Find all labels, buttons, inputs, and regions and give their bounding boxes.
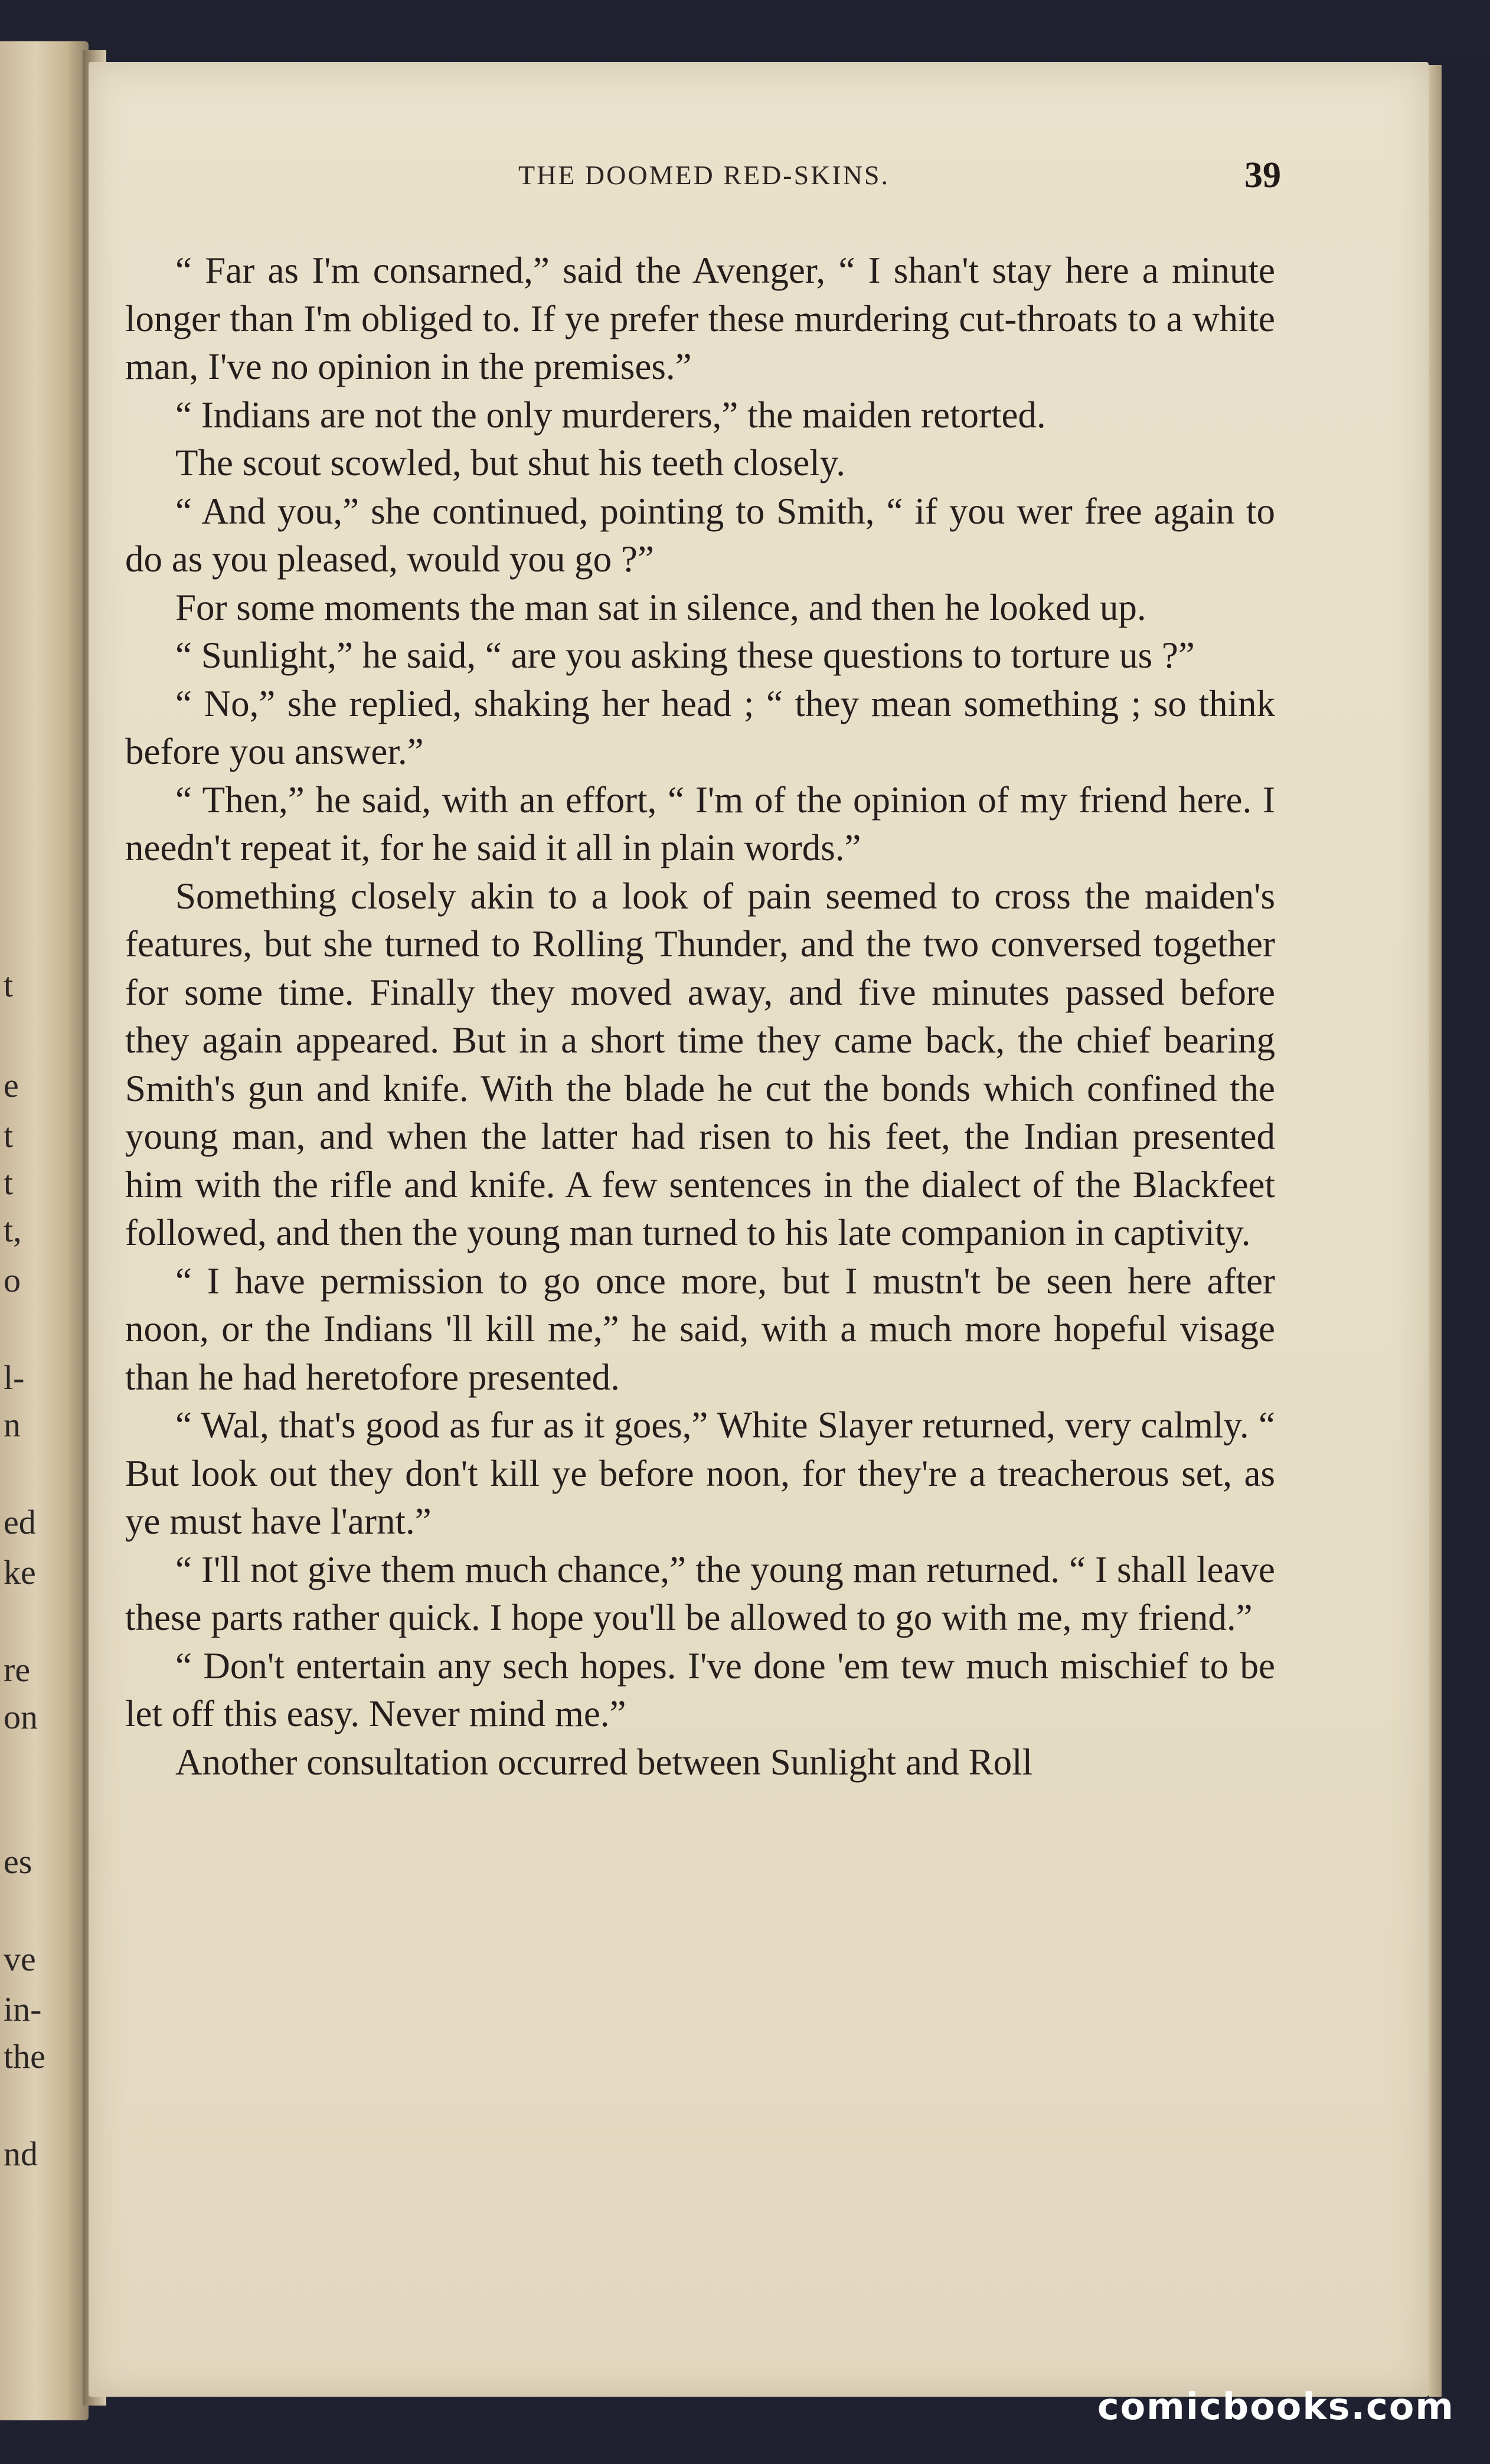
left-fragment: on [4, 1698, 38, 1736]
paragraph: “ I have permission to go once more, but I mustn't be seen here after noon, or the Indians 'll kill me,” he said, with a much more hopeful visage than he had heretofore presented. [125, 1260, 1275, 1398]
running-head: THE DOOMED RED-SKINS. [518, 160, 890, 190]
left-fragment: t, [4, 1211, 22, 1249]
left-fragment: ve [4, 1940, 36, 1978]
left-fragment: nd [4, 2135, 38, 2173]
paragraph: “ I'll not give them much chance,” the young man returned. “ I shall leave these parts rather quick. I hope you'll be allowed to go with me, my friend.” [125, 1548, 1275, 1638]
left-fragment: t [4, 1116, 14, 1155]
left-fragment: t [4, 966, 14, 1004]
left-fragment: ke [4, 1553, 36, 1592]
left-fragment: o [4, 1261, 21, 1299]
left-fragment: the [4, 2037, 45, 2076]
paragraph: For some moments the man sat in silence, and then he looked up. [175, 586, 1146, 628]
left-fragment: e [4, 1066, 19, 1104]
paragraph: Something closely akin to a look of pain seemed to cross the maiden's features, but she turned to Rolling Thunder, and the two conversed together for some time. Finally they moved away, and five minutes passed before they again appeared. But in a short time they came back, the chief bearing Smith's gun and knife. With the blade he cut the bonds which confined the young man, and when the latter had risen to his feet, the Indian presented him with the rifle and knife. A few sentences in the dialect of the Blackfeet followed, and then the young man turned to his late companion in captivity. [125, 875, 1275, 1253]
paragraph: “ And you,” she continued, pointing to Smith, “ if you wer free again to do as you pleased, would you go ?” [125, 490, 1275, 580]
scan-background-top [0, 0, 1490, 56]
page-right-edge [1429, 65, 1442, 2397]
left-fragment: n [4, 1406, 21, 1444]
left-fragment: in- [4, 1990, 42, 2028]
left-page-edge [0, 41, 89, 2420]
paragraph: “ Don't entertain any sech hopes. I've done 'em tew much mischief to be let off this easy. Never mind me.” [125, 1645, 1275, 1734]
left-fragment: l- [4, 1358, 25, 1397]
paragraph: “ Then,” he said, with an effort, “ I'm of the opinion of my friend here. I needn't repeat it, for he said it all in plain words.” [125, 779, 1275, 868]
page-header [127, 155, 1281, 201]
page-body-text [125, 247, 1275, 1786]
left-page-text-fragments [0, 41, 83, 2420]
left-fragment: re [4, 1651, 31, 1689]
page-number: 39 [1244, 155, 1281, 195]
paragraph: Another consultation occurred between Sunlight and Roll [175, 1741, 1033, 1783]
left-fragment: es [4, 1842, 32, 1881]
paragraph: “ Wal, that's good as fur as it goes,” White Slayer returned, very calmly. “ But look out they don't kill ye before noon, for they're a treacherous set, as ye must have l'arnt.” [125, 1404, 1275, 1542]
paragraph: “ No,” she replied, shaking her head ; “ they mean something ; so think before you answer.” [125, 682, 1275, 772]
paragraph: “ Indians are not the only murderers,” the maiden retorted. [175, 394, 1046, 436]
paragraph: “ Far as I'm consarned,” said the Avenger, “ I shan't stay here a minute longer than I'm obliged to. If ye prefer these murdering cut-throats to a white man, I've no opinion in the premises.” [125, 250, 1275, 387]
paragraph: “ Sunlight,” he said, “ are you asking these questions to torture us ?” [175, 635, 1195, 676]
left-fragment: t [4, 1164, 14, 1202]
watermark-text: comicbooks.com [1097, 2385, 1455, 2428]
left-fragment: ed [4, 1503, 36, 1541]
paragraph: The scout scowled, but shut his teeth closely. [175, 442, 845, 483]
